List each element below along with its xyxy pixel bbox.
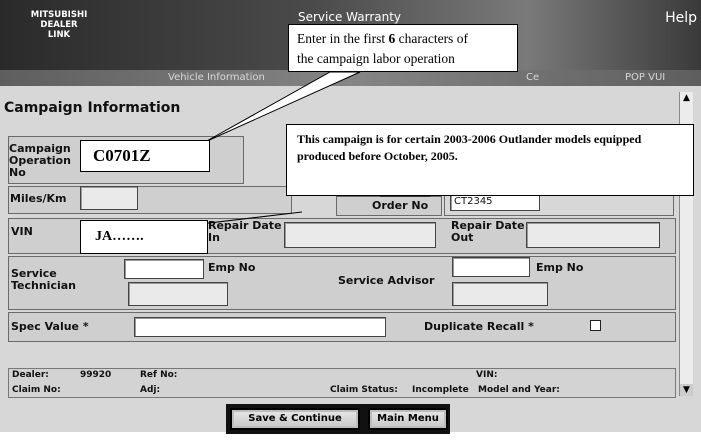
- campaign-operation-input[interactable]: C0701Z: [80, 140, 210, 172]
- claim-status-value: Incomplete: [412, 385, 469, 395]
- adj-label: Adj:: [140, 385, 161, 395]
- emp-no-label-2: Emp No: [536, 261, 584, 274]
- scroll-down-icon[interactable]: ▼: [680, 384, 693, 396]
- vin-input[interactable]: JA…….: [80, 220, 208, 254]
- dealer-value: 99920: [80, 370, 112, 380]
- instruction-line1-bold: 6: [388, 31, 396, 46]
- scroll-up-icon[interactable]: ▲: [683, 93, 690, 103]
- dealer-label: Dealer:: [12, 370, 49, 380]
- instruction-line1-post: characters of: [395, 31, 468, 46]
- vin-label: VIN: [11, 225, 33, 238]
- service-advisor-label: Service Advisor: [338, 274, 435, 287]
- section-title: Campaign Information: [4, 100, 181, 116]
- duplicate-recall-label: Duplicate Recall *: [424, 320, 534, 333]
- save-continue-button[interactable]: Save & Continue: [230, 408, 360, 430]
- menu-item-partial[interactable]: Ce: [526, 72, 540, 83]
- repair-date-in-label: Repair Date In: [208, 219, 282, 244]
- claim-status-label: Claim Status:: [330, 385, 398, 395]
- ref-no-label: Ref No:: [140, 370, 178, 380]
- campaign-info-callout: This campaign is for certain 2003-2006 Outlander models equipped produced before October, 2005.: [286, 124, 694, 196]
- model-year-label: Model and Year:: [478, 385, 560, 395]
- menu-item-pop-vui[interactable]: POP VUI: [625, 72, 666, 83]
- vin-footer-label: VIN:: [476, 370, 498, 380]
- instruction-line2: the campaign labor operation: [297, 51, 455, 66]
- help-link[interactable]: Help: [665, 10, 697, 26]
- service-technician-label: Service Technician: [11, 267, 77, 292]
- repair-date-out-label: Repair Date Out: [451, 219, 525, 244]
- order-no-input[interactable]: CT2345: [450, 194, 540, 211]
- spec-value-label: Spec Value *: [11, 320, 89, 333]
- main-menu-button[interactable]: Main Menu: [368, 408, 448, 430]
- menu-item-vehicle-information[interactable]: Vehicle Information: [168, 72, 265, 83]
- logo-line-2: DEALER: [40, 20, 78, 30]
- app-title: Service Warranty: [298, 10, 402, 24]
- instruction-line1-pre: Enter in the first: [297, 31, 389, 46]
- claim-no-label: Claim No:: [12, 385, 61, 395]
- order-no-label: Order No: [372, 199, 429, 212]
- campaign-instruction-callout: [288, 24, 518, 72]
- logo-line-3: LINK: [47, 30, 71, 40]
- miles-label: Miles/Km: [10, 192, 67, 205]
- emp-no-label-1: Emp No: [208, 261, 256, 274]
- logo-line-1: MITSUBISHI: [30, 10, 88, 20]
- campaign-operation-label: Campaign Operation No: [9, 142, 71, 179]
